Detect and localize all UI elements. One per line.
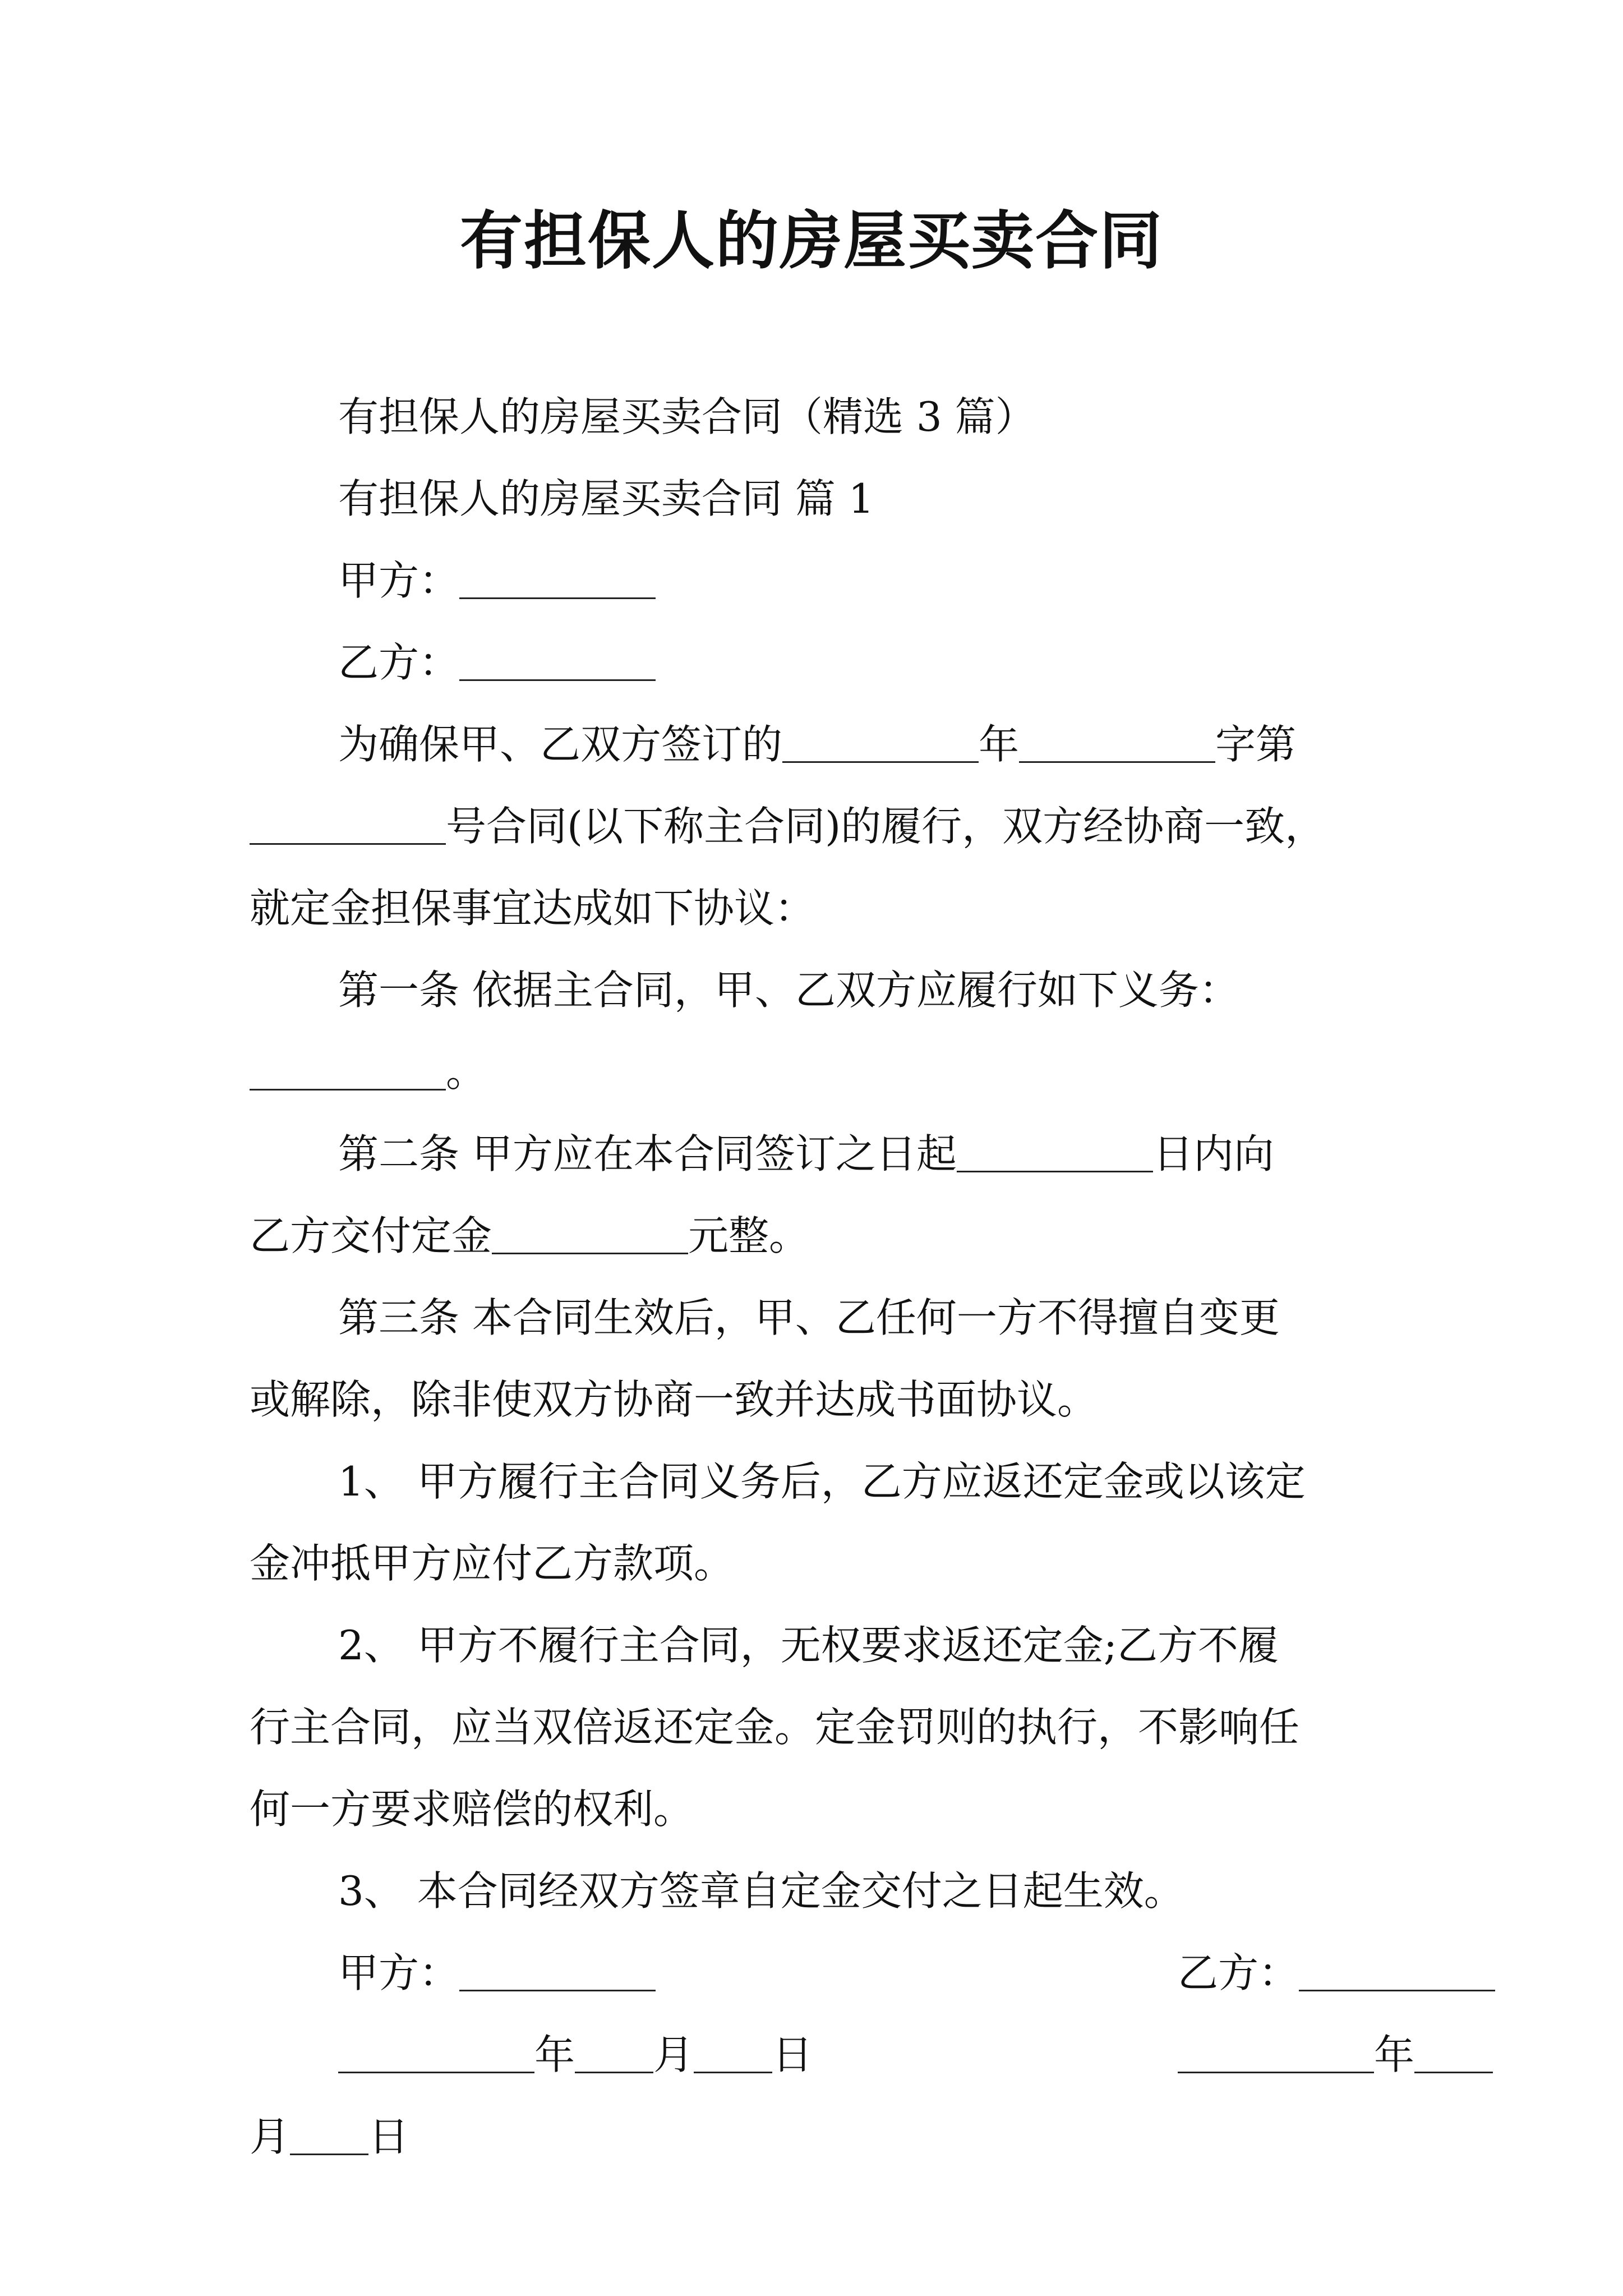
- contract-number-blank: [250, 797, 446, 845]
- clause-three-line: [250, 1850, 1394, 1932]
- clause-two-text: 2、 甲方不履行主合同，无权要求返还定金;乙方不履: [338, 1622, 1279, 1669]
- party-b-blank: [459, 633, 656, 681]
- party-a-label: 甲方：: [338, 557, 460, 604]
- article-two-line: [250, 1113, 1394, 1195]
- date-b-month-label: 月: [250, 2113, 291, 2160]
- paragraph-text: 就定金担保事宜达成如下协议：: [250, 885, 815, 932]
- paragraph-text: 为确保甲、乙双方签订的: [338, 721, 783, 768]
- subtitle-line: [250, 376, 1394, 458]
- signature-party-b: [1178, 1932, 1495, 2014]
- date-a-month-blank: [575, 2026, 653, 2073]
- days-blank: [957, 1125, 1153, 1172]
- deposit-amount-blank: [492, 1207, 688, 1254]
- date-b: [1178, 2014, 1493, 2096]
- article-one-line: [250, 949, 1394, 1031]
- paragraph-text: 年: [979, 721, 1020, 768]
- article-two-text: 日内向: [1152, 1130, 1274, 1177]
- clause-one-text: 金冲抵甲方应付乙方款项。: [250, 1540, 735, 1587]
- article-three-line: [250, 1277, 1394, 1359]
- signature-party-b-blank: [1299, 1944, 1495, 1991]
- clause-one-line: [250, 1522, 1394, 1604]
- date-a-year-blank: [338, 2026, 534, 2073]
- paragraph-line: [250, 785, 1394, 867]
- date-b-day-label: 日: [368, 2113, 409, 2160]
- paragraph-text: 字第: [1215, 721, 1297, 768]
- clause-two-line: [250, 1768, 1394, 1850]
- clause-one-line: [250, 1441, 1394, 1522]
- subtitle-text: 有担保人的房屋买卖合同（精选 3 篇）: [338, 393, 1036, 440]
- party-a-blank: [459, 551, 656, 599]
- obligation-blank: [250, 1043, 446, 1091]
- party-b-line: [250, 622, 1394, 703]
- article-two-text: 乙方交付定金: [250, 1212, 492, 1259]
- clause-two-text: 行主合同，应当双倍返还定金。定金罚则的执行，不影响任: [250, 1704, 1300, 1751]
- year-blank: [782, 715, 979, 763]
- date-line: [250, 2014, 1415, 2096]
- paragraph-text: 。: [446, 1048, 487, 1096]
- paragraph-line: [250, 703, 1394, 785]
- document-title: 有担保人的房屋买卖合同: [460, 204, 1163, 278]
- article-one-text: 第一条 依据主合同，甲、乙双方应履行如下义务：: [338, 967, 1239, 1014]
- date-b-day-blank: [290, 2108, 368, 2155]
- signature-party-a-blank: [459, 1944, 656, 1991]
- date-b-year-label: 年: [1374, 2031, 1415, 2078]
- document-body: [250, 376, 1415, 2178]
- clause-two-line: [250, 1604, 1394, 1686]
- section-heading: [250, 458, 1394, 540]
- date-b-year-blank: [1178, 2026, 1374, 2073]
- paragraph-line: [250, 867, 1394, 949]
- date-line: [250, 2096, 1394, 2178]
- article-two-line: [250, 1195, 1394, 1277]
- party-a-line: [250, 540, 1394, 622]
- clause-one-text: 1、 甲方履行主合同义务后，乙方应返还定金或以该定: [338, 1458, 1306, 1505]
- section-heading-text: 有担保人的房屋买卖合同 篇 1: [338, 475, 874, 522]
- paragraph-text: 号合同(以下称主合同)的履行，双方经协商一致，: [446, 803, 1326, 850]
- date-a-day-blank: [694, 2026, 772, 2073]
- article-three-text: 第三条 本合同生效后，甲、乙任何一方不得擅自变更: [338, 1294, 1280, 1341]
- date-a-day-label: 日: [772, 2031, 813, 2078]
- signature-line: [250, 1932, 1394, 2014]
- signature-party-a-label: 甲方：: [338, 1949, 460, 1996]
- article-two-text: 元整。: [688, 1212, 810, 1259]
- signature-party-b-label: 乙方：: [1178, 1949, 1299, 1996]
- article-two-text: 第二条 甲方应在本合同签订之日起: [338, 1130, 957, 1177]
- article-one-line: [250, 1031, 1394, 1113]
- date-a-year-label: 年: [534, 2031, 575, 2078]
- article-three-text: 或解除，除非使双方协商一致并达成书面协议。: [250, 1376, 1098, 1423]
- date-a-month-label: 月: [653, 2031, 694, 2078]
- clause-two-line: [250, 1686, 1394, 1768]
- word-blank: [1019, 715, 1215, 763]
- clause-three-text: 3、 本合同经双方签章自定金交付之日起生效。: [338, 1867, 1184, 1915]
- clause-two-text: 何一方要求赔偿的权利。: [250, 1786, 694, 1833]
- party-b-label: 乙方：: [338, 639, 460, 686]
- article-three-line: [250, 1359, 1394, 1441]
- date-b-month-blank: [1414, 2026, 1493, 2073]
